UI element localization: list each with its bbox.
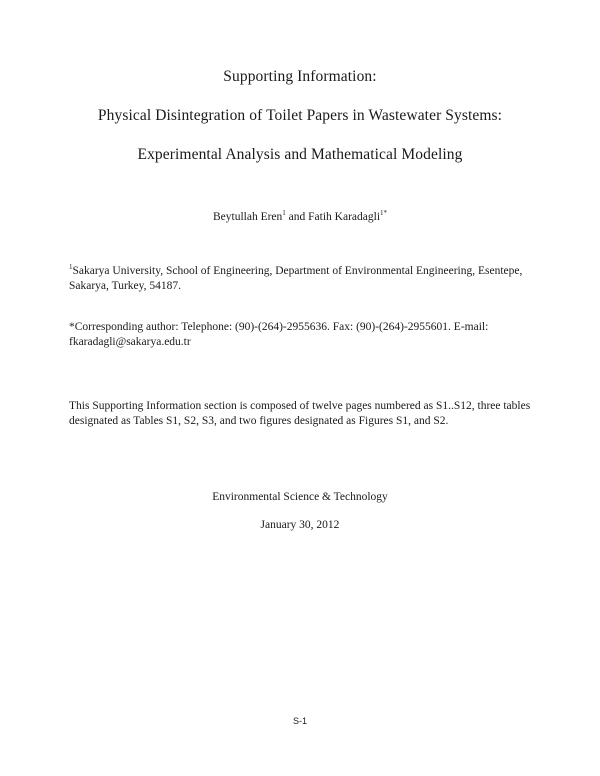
corresponding-author: *Corresponding author: Telephone: (90)-(264)-2955636. Fax: (90)-(264)-2955601. E-mail: fkaradagli@sakarya.edu.tr [69, 321, 489, 348]
author-2-name: Fatih Karadagli [308, 211, 381, 223]
affiliation-text: Sakarya University, School of Engineering, Department of Environmental Engineering, Esentepe, Sakarya, Turkey, 54187. [69, 265, 523, 292]
title-line-1: Supporting Information: [223, 68, 377, 85]
journal-name: Environmental Science & Technology [212, 491, 388, 503]
supporting-info-description: This Supporting Information section is composed of twelve pages numbered as S1..S12, three tables designated as Tables S1, S2, S3, and two figures designated as Figures S1, and S2. [69, 400, 531, 427]
page-number: S-1 [292, 716, 307, 726]
author-2-affiliation-mark: 1* [380, 209, 388, 217]
author-list [0, 211, 600, 223]
affiliation [69, 264, 539, 294]
affiliation-mark: 1 [69, 263, 73, 271]
title-line-3: Experimental Analysis and Mathematical Modeling [137, 146, 463, 163]
author-conjunction: and [285, 211, 309, 223]
author-1-affiliation-mark: 1 [282, 209, 286, 217]
title-line-2: Physical Disintegration of Toilet Papers in Wastewater Systems: [97, 107, 503, 124]
publication-date: January 30, 2012 [260, 519, 340, 531]
author-1-name: Beytullah Eren [212, 211, 283, 223]
